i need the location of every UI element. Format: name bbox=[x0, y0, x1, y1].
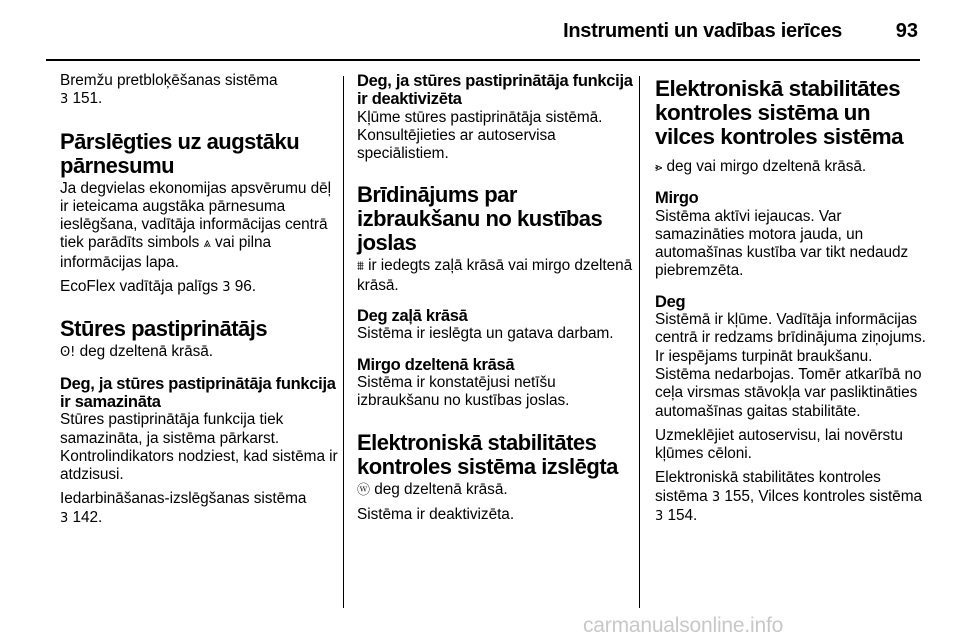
column-3 bbox=[655, 72, 931, 532]
page-ref[interactable]: 96. bbox=[234, 278, 256, 296]
upshift-indicator-icon: ⩓ bbox=[203, 236, 211, 252]
yellow-flash-paragraph: Sistēma ir konstatējusi netīšu izbraukšanu no kustības joslas. bbox=[357, 373, 570, 410]
subsection-title-lit: Deg bbox=[655, 292, 686, 311]
subsection-title-yellow-flash: Mirgo dzeltenā krāsā bbox=[357, 355, 515, 374]
section-title-esc-off: Elektroniskā stabilitātes kontroles sistēma izslēgta bbox=[357, 429, 618, 479]
esc-off-paragraph bbox=[357, 481, 637, 500]
subsection-title-green: Deg zaļā krāsā bbox=[357, 307, 468, 326]
page-ref[interactable]: 142. bbox=[72, 508, 103, 526]
lane-departure-paragraph bbox=[357, 257, 637, 295]
ecoflex-paragraph bbox=[60, 278, 340, 297]
section-title-lane-departure: Brīdinājums par izbraukšanu no kustības joslas bbox=[357, 182, 603, 256]
lane-departure-icon: ⩩ bbox=[357, 259, 364, 275]
page-title: Instrumenti un vadības ierīces bbox=[563, 20, 842, 42]
esc-off-paragraph-2: Sistēma ir deaktivizēta. bbox=[357, 505, 515, 523]
esc-tc-text: deg vai mirgo dzeltenā krāsā. bbox=[666, 158, 867, 175]
page-number: 93 bbox=[895, 20, 918, 42]
page-ref[interactable]: 154. bbox=[667, 507, 698, 525]
page-ref[interactable]: 151. bbox=[72, 90, 103, 108]
column-1 bbox=[60, 72, 340, 534]
header-divider bbox=[46, 59, 920, 61]
subsection-title-deactivated: Deg, ja stūres pastiprinātāja funkcija ir deaktivizēta bbox=[357, 72, 633, 109]
column-2 bbox=[357, 72, 637, 530]
lit-paragraph: Sistēmā ir kļūme. Vadītāja informācijas centrā ir redzams brīdinājuma ziņojums. Ir iespējams turpināt braukšanu. Sistēma nedarbojas. Tomēr atkarībā no ceļa virsmas stāvokļa var pasliktināties automašīnas gaitas stabilitāte. bbox=[655, 311, 926, 420]
upshift-text-end: vai pilna informācijas lapa. bbox=[60, 234, 272, 271]
subsection-title-flashes: Mirgo bbox=[655, 189, 699, 208]
flashes-paragraph: Sistēma aktīvi iejaucas. Var samazināties motora jauda, un automašīnas kustība var tikt nedaudz piebremzēta. bbox=[655, 207, 909, 280]
ecoflex-text: EcoFlex vadītāja palīgs bbox=[60, 278, 218, 296]
page-ref-arrow-icon: 3 bbox=[655, 509, 664, 525]
start-stop-paragraph bbox=[60, 490, 340, 528]
page-header bbox=[46, 20, 920, 60]
watermark: carmanualsonline.info bbox=[583, 614, 784, 637]
power-steering-paragraph bbox=[60, 343, 340, 362]
intro-text: Bremžu pretbloķēšanas sistēma bbox=[60, 72, 278, 89]
esc-off-icon: ⓦ bbox=[357, 482, 370, 498]
start-stop-text: Iedarbināšanas-izslēgšanas sistēma bbox=[60, 490, 307, 508]
upshift-text: Ja degvielas ekonomijas apsvērumu dēļ ir ieteicama augstāka pārnesuma ieslēgšana, vadītāja informācijas centrā tiek parādīts simbols bbox=[60, 179, 332, 252]
intro-paragraph bbox=[60, 72, 340, 110]
esc-icon: ⩺ bbox=[655, 160, 663, 175]
green-paragraph: Sistēma ir ieslēgta un gatava darbam. bbox=[357, 325, 614, 343]
workshop-paragraph: Uzmeklējiet autoservisu, lai novērstu kļūmes cēloni. bbox=[655, 426, 903, 463]
esc-tc-paragraph bbox=[655, 158, 931, 177]
column-divider-1 bbox=[343, 76, 344, 608]
references-paragraph bbox=[655, 469, 931, 526]
power-steering-warning-icon: Ꙩ! bbox=[60, 345, 76, 361]
page-ref[interactable]: 155, Vilces kontroles sistēma bbox=[724, 487, 922, 505]
deactivated-paragraph: Kļūme stūres pastiprinātāja sistēmā. Konsultējieties ar autoservisa speciālistiem. bbox=[357, 108, 603, 163]
lane-departure-text: ir iedegts zaļā krāsā vai mirgo dzeltenā krāsā. bbox=[357, 257, 633, 294]
upshift-paragraph bbox=[60, 180, 340, 272]
page-ref-arrow-icon: 3 bbox=[60, 92, 69, 108]
section-title-upshift: Pārslēgties uz augstāku pārnesumu bbox=[60, 128, 300, 178]
column-divider-2 bbox=[639, 76, 640, 608]
page-ref-arrow-icon: 3 bbox=[60, 510, 69, 526]
page-ref-arrow-icon: 3 bbox=[711, 489, 721, 505]
references-text: Elektroniskā stabilitātes kontroles sistēma bbox=[655, 469, 881, 505]
esc-off-text: deg dzeltenā krāsā. bbox=[374, 480, 508, 498]
section-title-esc-tc: Elektroniskā stabilitātes kontroles sistēma un vilces kontroles sistēma bbox=[655, 76, 904, 149]
power-steering-text: deg dzeltenā krāsā. bbox=[79, 343, 213, 361]
section-title-power-steering: Stūres pastiprinātājs bbox=[60, 316, 268, 342]
subsection-title-reduced: Deg, ja stūres pastiprinātāja funkcija ir samazināta bbox=[60, 374, 336, 411]
page-ref-arrow-icon: 3 bbox=[222, 280, 231, 296]
reduced-paragraph: Stūres pastiprinātāja funkcija tiek samazināta, ja sistēma pārkarst. Kontrolindikators nodziest, kad sistēma ir atdzisusi. bbox=[60, 411, 338, 484]
